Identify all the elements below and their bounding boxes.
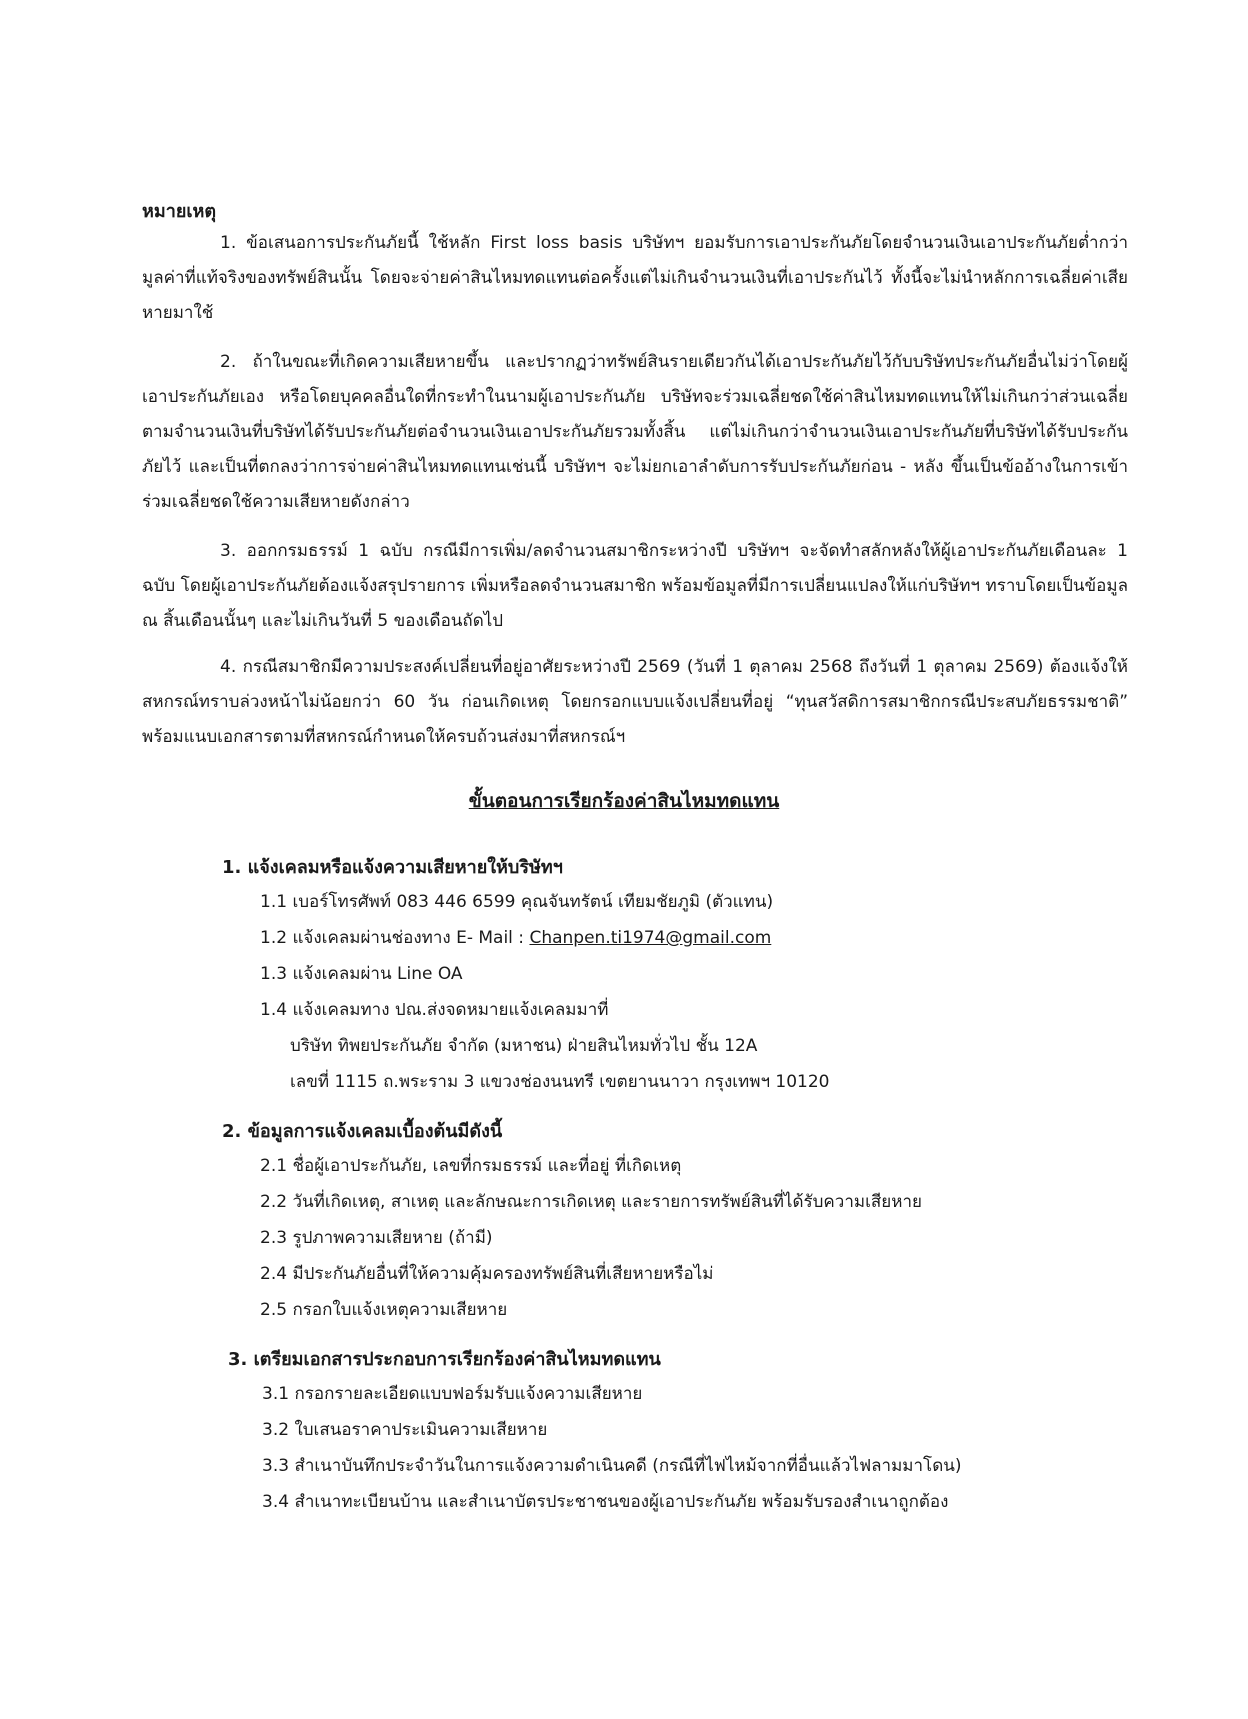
note-paragraph-4: 4. กรณีสมาชิกมีความประสงค์เปลี่ยนที่อยู่อาศัยระหว่างปี 2569 (วันที่ 1 ตุลาคม 2568 ถึงวันที่ 1 ตุลาคม 2569) ต้องแจ้งให้สหกรณ์ทราบล่วงหน้าไม่น้อยกว่า 60 วัน ก่อนเกิดเหตุ โดยกรอกแบบแจ้งเปลี่ยนที่อยู่ “ทุนสวัสดิการสมาชิกกรณีประสบภัยธรรมชาติ” พร้อมแนบเอกสารตามที่สหกรณ์กำหนดให้ครบถ้วนส่งมาที่สหกรณ์ฯ [142, 657, 1128, 747]
claims-item-3-4: 3.4 สำเนาทะเบียนบ้าน และสำเนาบัตรประชาชนของผู้เอาประกันภัย พร้อมรับรองสำเนาถูกต้อง [262, 1492, 949, 1512]
notes-heading: หมายเหตุ [142, 201, 217, 222]
claims-item-1-1: 1.1 เบอร์โทรศัพท์ 083 446 6599 คุณจันทรัตน์ เทียมชัยภูมิ (ตัวแทน) [260, 892, 774, 912]
claims-item-1-3: 1.3 แจ้งเคลมผ่าน Line OA [260, 964, 463, 984]
claims-item-1-4: 1.4 แจ้งเคลมทาง ปณ.ส่งจดหมายแจ้งเคลมมาที่ [260, 1000, 609, 1020]
note-paragraph-2: 2. ถ้าในขณะที่เกิดความเสียหายขึ้น และปรากฏว่าทรัพย์สินรายเดียวกันได้เอาประกันภัยไว้กับบริษัทประกันภัยอื่นไม่ว่าโดยผู้เอาประกันภัยเอง หรือโดยบุคคลอื่นใดที่กระทำในนามผู้เอาประกันภัย บริษัทจะร่วมเฉลี่ยชดใช้ค่าสินไหมทดแทนให้ไม่เกินกว่าส่วนเฉลี่ยตามจำนวนเงินที่บริษัทได้รับประกันภัยต่อจำนวนเงินเอาประกันภัยรวมทั้งสิ้น แต่ไม่เกินกว่าจำนวนเงินเอาประกันภัยที่บริษัทได้รับประกันภัยไว้ และเป็นที่ตกลงว่าการจ่ายค่าสินไหมทดแทนเช่นนี้ บริษัทฯ จะไม่ยกเอาลำดับการรับประกันภัยก่อน - หลัง ขึ้นเป็นข้ออ้างในการเข้าร่วมเฉลี่ยชดใช้ความเสียหายดังกล่าว [142, 352, 1128, 512]
claims-item-2-5: 2.5 กรอกใบแจ้งเหตุความเสียหาย [260, 1300, 508, 1320]
claims-item-2-2: 2.2 วันที่เกิดเหตุ, สาเหตุ และลักษณะการเกิดเหตุ และรายการทรัพย์สินที่ได้รับความเสียหาย [260, 1192, 922, 1212]
claims-step-2-title: 2. ข้อมูลการแจ้งเคลมเบื้องต้นมีดังนี้ [222, 1121, 503, 1142]
claims-item-1-2: 1.2 แจ้งเคลมผ่านช่องทาง E- Mail : Chanpen.ti1974@gmail.com [260, 928, 772, 948]
claims-email-link[interactable]: Chanpen.ti1974@gmail.com [529, 928, 772, 948]
claims-item-3-3: 3.3 สำเนาบันทึกประจำวันในการแจ้งความดำเนินคดี (กรณีที่ไฟไหม้จากที่อื่นแล้วไฟลามมาโดน) [262, 1456, 962, 1476]
claims-item-3-1: 3.1 กรอกรายละเอียดแบบฟอร์มรับแจ้งความเสียหาย [262, 1384, 643, 1404]
claims-address-line-2: เลขที่ 1115 ถ.พระราม 3 แขวงช่องนนทรี เขตยานนาวา กรุงเทพฯ 10120 [290, 1072, 830, 1092]
claims-item-3-2: 3.2 ใบเสนอราคาประเมินความเสียหาย [262, 1420, 548, 1440]
claims-address-line-1: บริษัท ทิพยประกันภัย จำกัด (มหาชน) ฝ่ายสินไหมทั่วไป ชั้น 12A [290, 1036, 758, 1056]
note-paragraph-1: 1. ข้อเสนอการประกันภัยนี้ ใช้หลัก First loss basis บริษัทฯ ยอมรับการเอาประกันภัยโดยจำนวนเงินเอาประกันภัยต่ำกว่ามูลค่าที่แท้จริงของทรัพย์สินนั้น โดยจะจ่ายค่าสินไหมทดแทนต่อครั้งแต่ไม่เกินจำนวนเงินที่เอาประกันไว้ ทั้งนี้จะไม่นำหลักการเฉลี่ยค่าเสียหายมาใช้ [142, 233, 1128, 323]
claims-item-2-4: 2.4 มีประกันภัยอื่นที่ให้ความคุ้มครองทรัพย์สินที่เสียหายหรือไม่ [260, 1264, 714, 1284]
claims-step-1-title: 1. แจ้งเคลมหรือแจ้งความเสียหายให้บริษัทฯ [222, 857, 563, 878]
claims-item-2-3: 2.3 รูปภาพความเสียหาย (ถ้ามี) [260, 1228, 493, 1248]
claims-section-title: ขั้นตอนการเรียกร้องค่าสินไหมทดแทน [468, 790, 780, 812]
note-paragraph-3: 3. ออกกรมธรรม์ 1 ฉบับ กรณีมีการเพิ่ม/ลดจำนวนสมาชิกระหว่างปี บริษัทฯ จะจัดทำสลักหลังให้ผู้เอาประกันภัยเดือนละ 1 ฉบับ โดยผู้เอาประกันภัยต้องแจ้งสรุปรายการ เพิ่มหรือลดจำนวนสมาชิก พร้อมข้อมูลที่มีการเปลี่ยนแปลงให้แก่บริษัทฯ ทราบโดยเป็นข้อมูล ณ สิ้นเดือนนั้นๆ และไม่เกินวันที่ 5 ของเดือนถัดไป [142, 541, 1129, 631]
claims-item-2-1: 2.1 ชื่อผู้เอาประกันภัย, เลขที่กรมธรรม์ และที่อยู่ ที่เกิดเหตุ [260, 1156, 682, 1176]
claims-step-3-title: 3. เตรียมเอกสารประกอบการเรียกร้องค่าสินไหมทดแทน [228, 1349, 661, 1370]
